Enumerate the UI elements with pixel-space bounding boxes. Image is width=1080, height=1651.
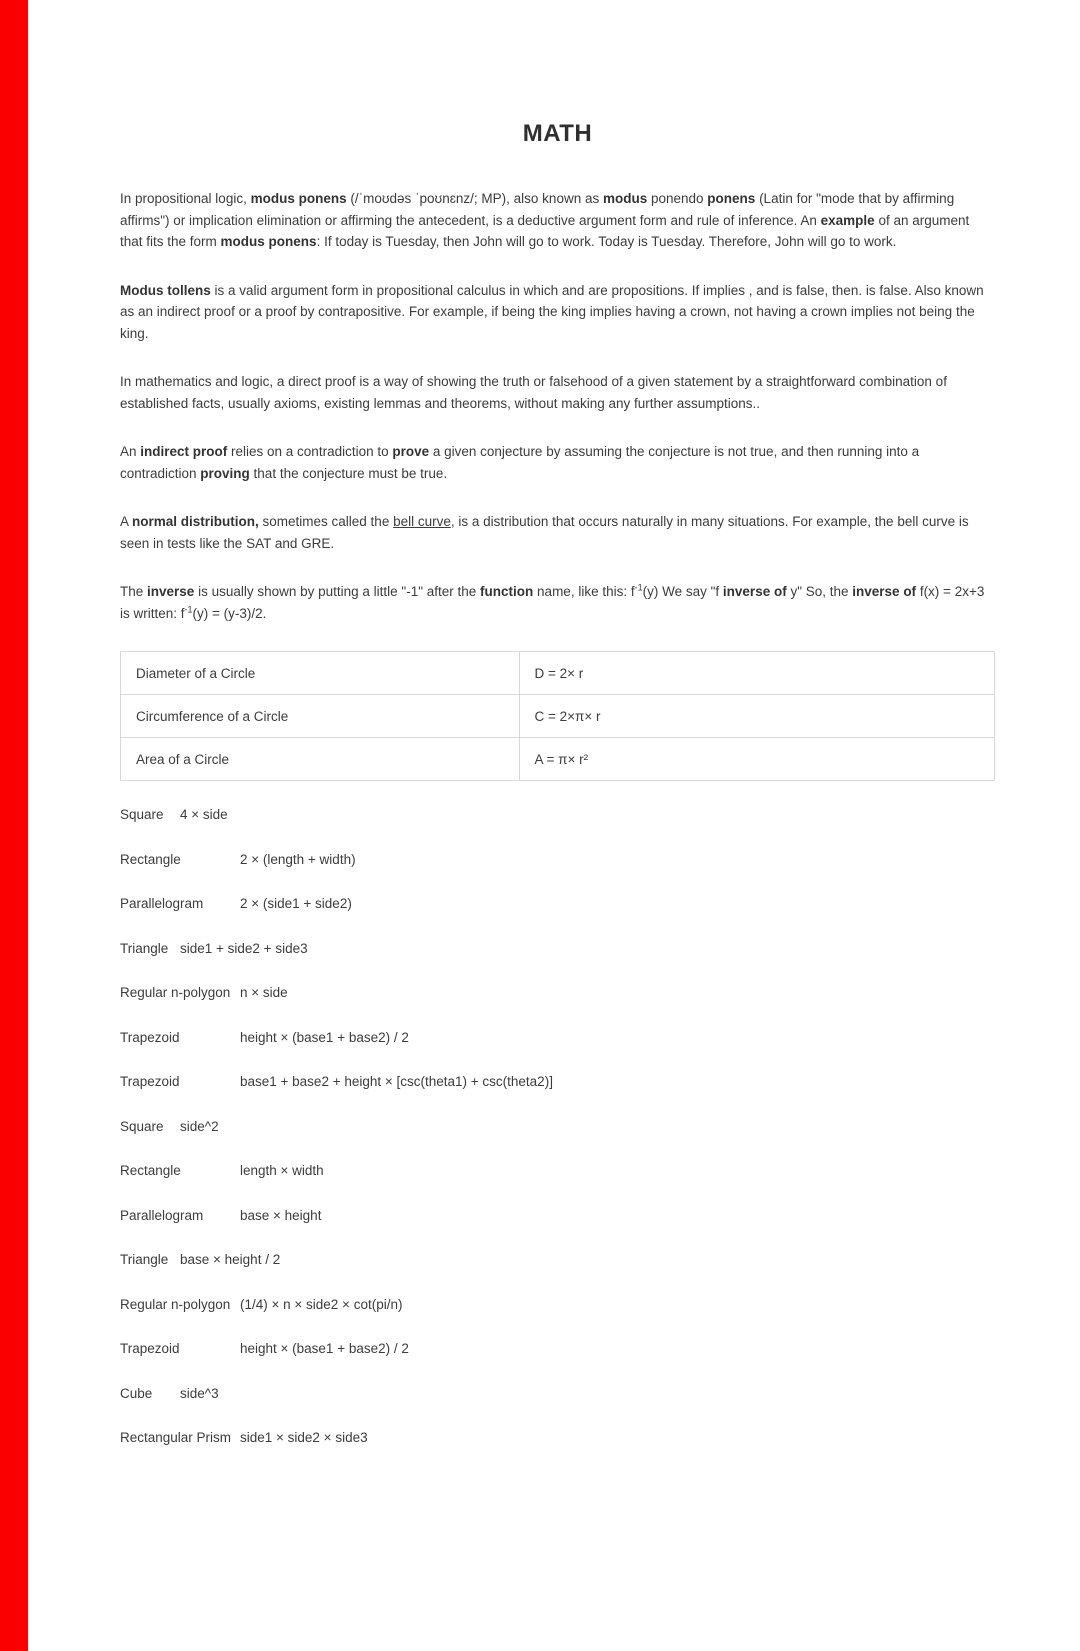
document-page [120,0,995,1473]
shape-name: Triangle [120,1252,169,1267]
shape-name: Parallelogram [120,1207,204,1223]
shape-formula: length × width [240,1163,324,1178]
formula-name-cell: Diameter of a Circle [121,652,520,695]
page-title: MATH [522,120,593,147]
formula-value-cell: A = π× r² [519,738,994,781]
paragraph-inverse-function: The inverse is usually shown by putting a little "-1" after the function name, like this: $f^{-1}(y)$ We say "f inverse of y" So, the inverse of f(x) = 2x+3 is written: $f^{-1}(y) = (y-3)/2$. [120,582,985,621]
formula-name-cell: Area of a Circle [121,738,520,781]
shape-name: Triangle [120,940,169,956]
shape-name: Regular n-polygon [120,1296,231,1312]
shape-name: Square [120,807,164,822]
circle-formulas-table [120,651,995,781]
shape-formula: 2 × (side1 + side2) [240,896,352,911]
formula-row [120,983,995,1003]
formula-row [120,1028,995,1048]
formula-row [120,1339,995,1359]
formula-row [120,850,995,870]
formula-row [120,1161,995,1181]
shape-name: Trapezoid [120,1341,180,1356]
formula-row [120,1428,995,1448]
formula-name-cell: Circumference of a Circle [121,695,520,738]
formula-row [120,939,995,959]
shape-formula: 4 × side [180,807,228,822]
shape-name: Regular n-polygon [120,985,231,1000]
formula-row [120,1384,995,1404]
shape-formula: side^2 [180,1118,219,1134]
shape-formula: height × (base1 + base2) / 2 [240,1341,409,1356]
table-row-circumference [121,695,995,738]
formula-row [120,1206,995,1226]
paragraph-modus-tollens: Modus tollens is a valid argument form in propositional calculus in which and are propositions. If implies , and is false, then. is false. Also known as an indirect proof or a proof by contrapositive. For example, if being the king implies having a crown, not having a crown implies not being the king. [120,282,984,341]
shape-formula: height × (base1 + base2) / 2 [240,1029,409,1045]
shape-name: Rectangle [120,851,181,867]
formula-row [120,805,995,825]
formula-row [120,894,995,914]
shape-name: Square [120,1118,164,1134]
shape-formula: base × height / 2 [180,1252,281,1267]
shape-formula: base1 + base2 + height × [csc(theta1) + csc(theta2)] [240,1074,553,1089]
shape-formula: side1 + side2 + side3 [180,940,308,956]
formula-value-cell: D = 2× r [519,652,994,695]
shape-name: Trapezoid [120,1074,180,1089]
shape-formula: side^3 [180,1385,219,1401]
formula-row [120,1250,995,1270]
formula-row [120,1295,995,1315]
shape-name: Rectangular Prism [120,1430,232,1445]
table-row-diameter [121,652,995,695]
paragraph-modus-ponens: In propositional logic, modus ponens (/ˈmoʊdəs ˈpoʊnɛnz/; MP), also known as modus ponendo ponens (Latin for "mode that by affirming affirms") or implication elimination or affirming the antecedent, is a deductive argument form and rule of inference. An example of an argument that fits the form modus ponens: If today is Tuesday, then John will go to work. Today is Tuesday. Therefore, John will go to work. [120,191,970,249]
paragraph-normal-distribution: A normal distribution, sometimes called the bell curve, is a distribution that occurs naturally in many situations. For example, the bell curve is seen in tests like the SAT and GRE. [120,514,969,551]
shape-name: Rectangle [120,1163,181,1178]
table-row-area [121,738,995,781]
shape-formula: side1 × side2 × side3 [240,1430,368,1445]
formula-row [120,1117,995,1137]
formula-value-cell: C = 2×π× r [519,695,994,738]
formula-row [120,1072,995,1092]
paragraph-direct-proof: In mathematics and logic, a direct proof is a way of showing the truth or falsehood of a given statement by a straightforward combination of established facts, usually axioms, existing lemmas and theorems, without making any further assumptions.. [120,374,947,411]
left-red-bar [0,0,28,1651]
shape-formula-list [120,805,995,1448]
shape-name: Cube [120,1385,153,1401]
shape-formula: (1/4) × n × side2 × cot(pi/n) [240,1296,403,1312]
shape-formula: base × height [240,1207,322,1223]
shape-formula: n × side [240,985,288,1000]
shape-formula: 2 × (length + width) [240,851,356,867]
shape-name: Trapezoid [120,1029,180,1045]
paragraph-indirect-proof: An indirect proof relies on a contradiction to prove a given conjecture by assuming the conjecture is not true, and then running into a contradiction proving that the conjecture must be true. [120,444,920,481]
shape-name: Parallelogram [120,896,204,911]
